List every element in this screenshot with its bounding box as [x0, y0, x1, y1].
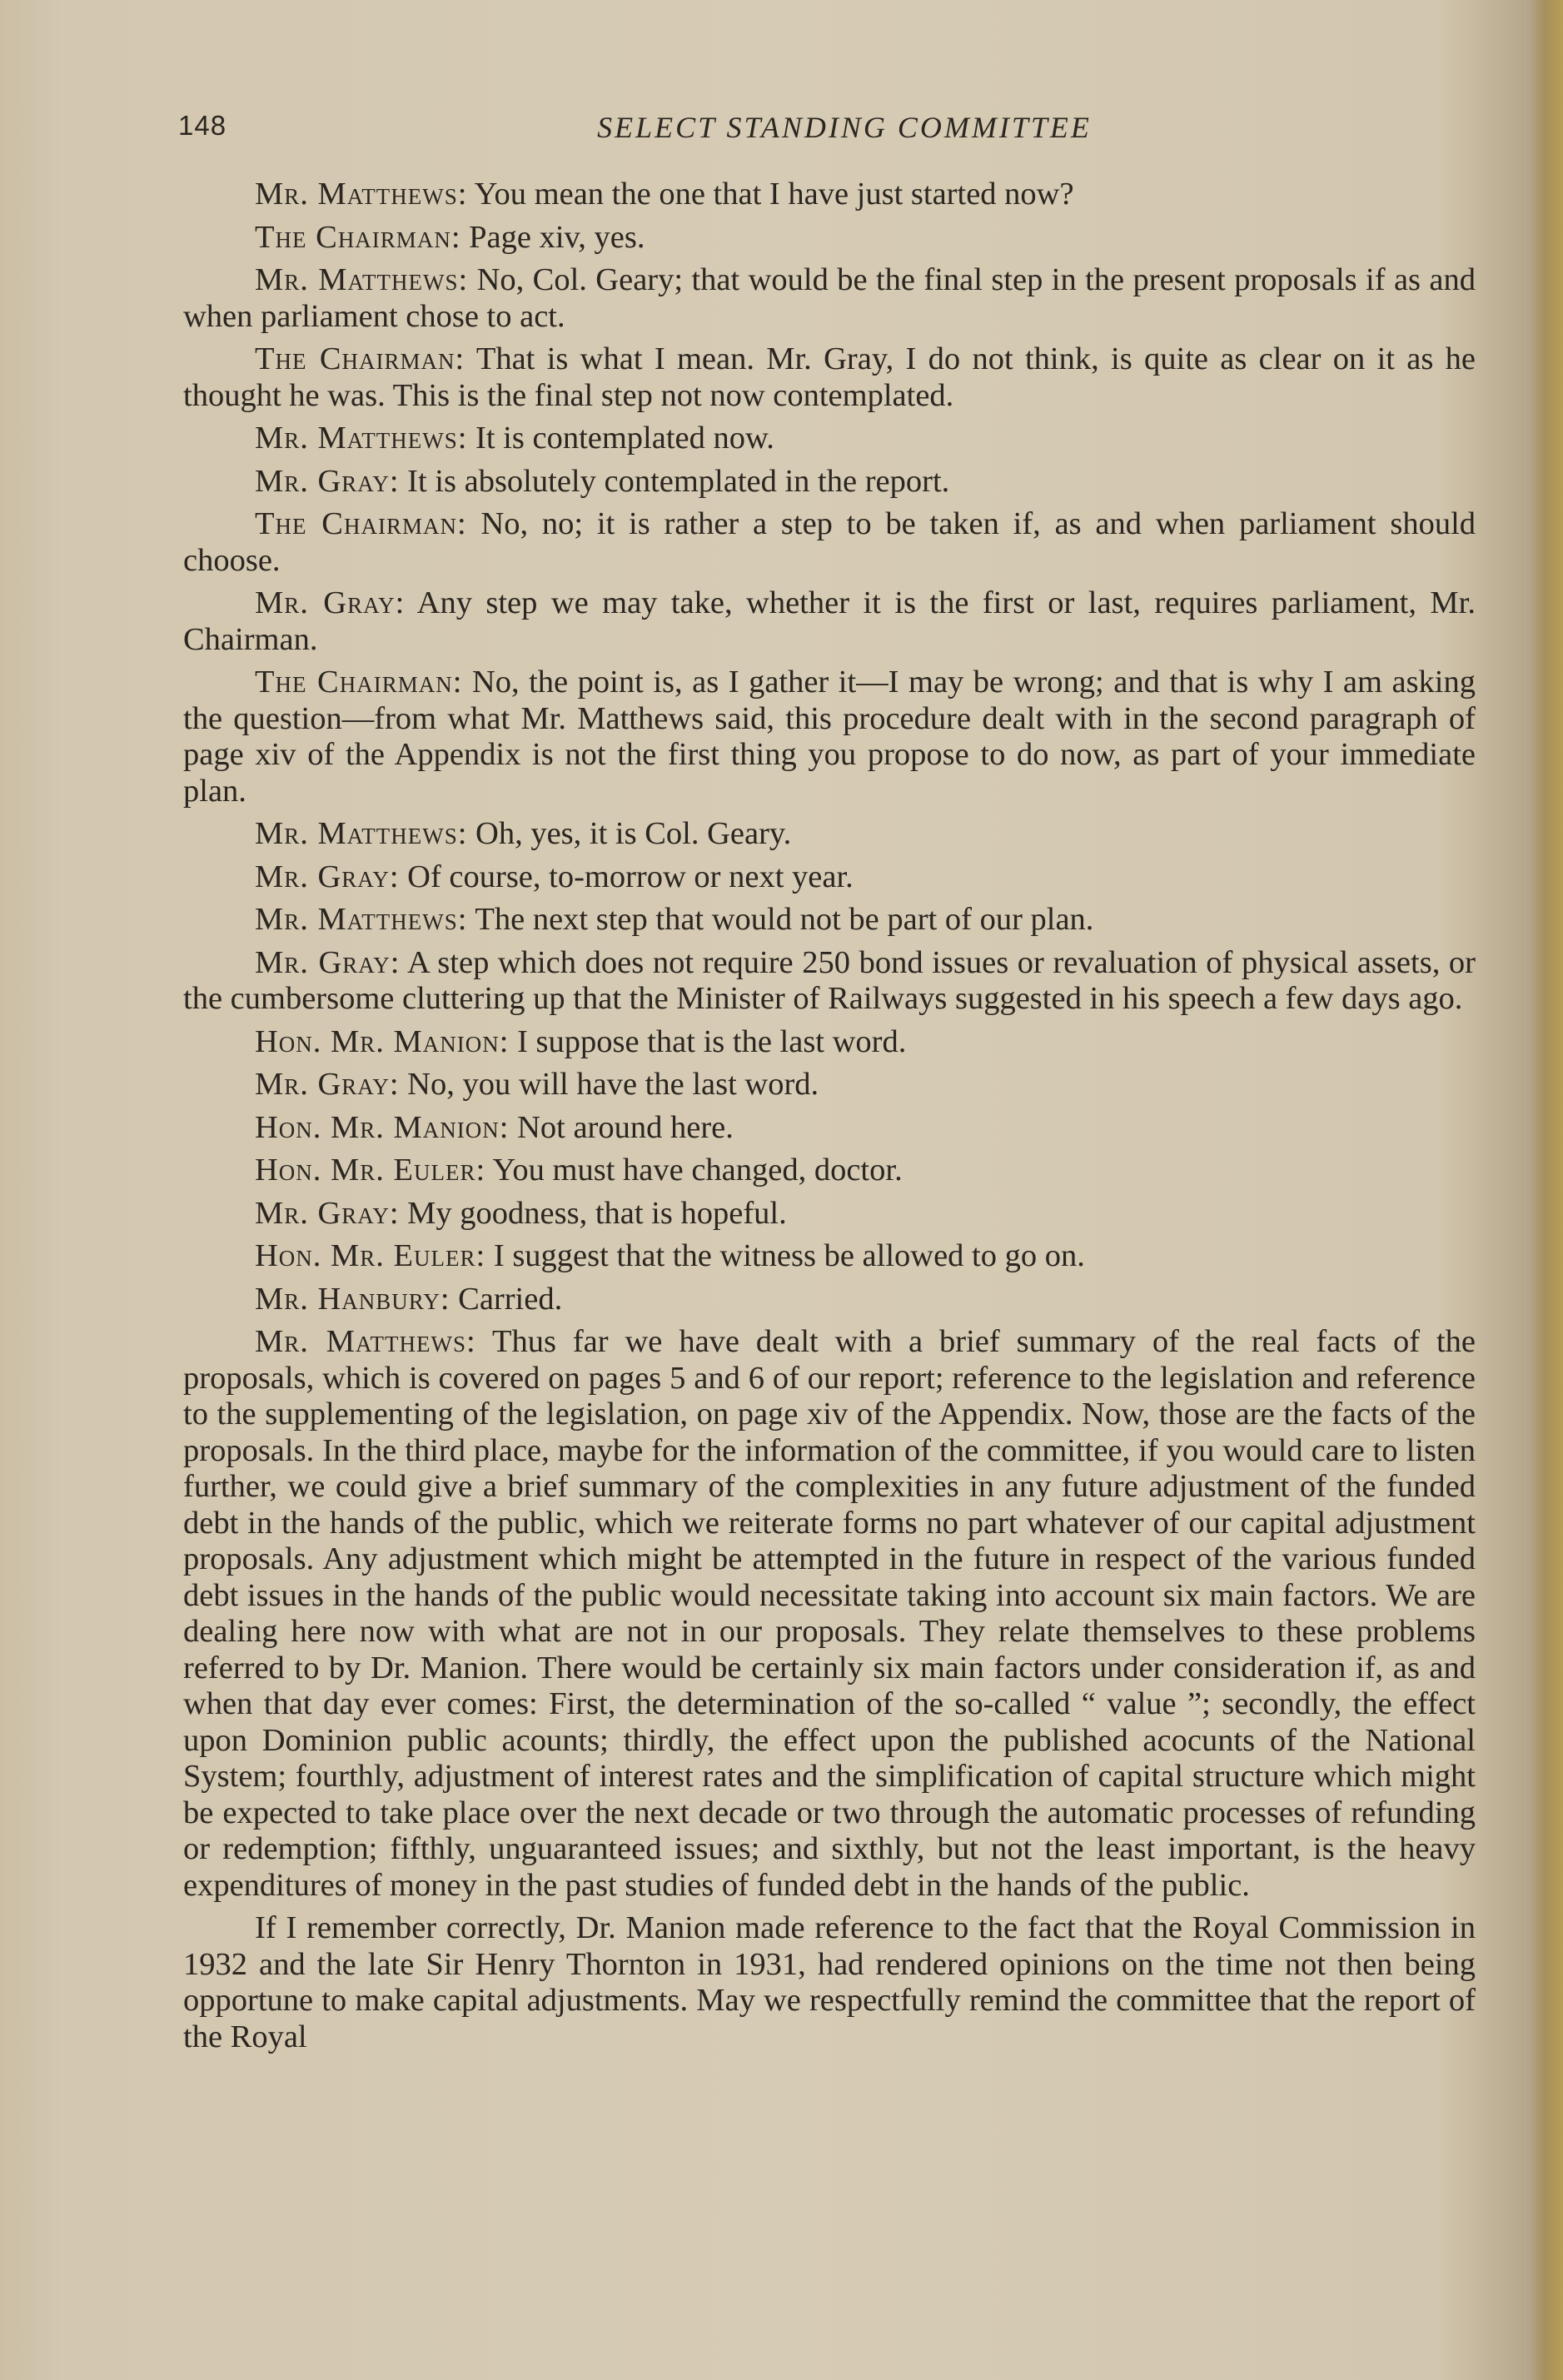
speaker-label: Hon. Mr. Euler: [255, 1153, 486, 1188]
speaker-label: Mr. Hanbury: [255, 1281, 450, 1317]
paragraph [183, 1153, 1476, 1189]
paragraph [183, 1282, 1476, 1318]
paragraph [183, 1324, 1476, 1904]
paragraph-text: Page xiv, yes. [469, 219, 645, 255]
paragraph-text: No, Col. Geary; that would be the final step in the present proposals if as and when parliament chose to act. [183, 262, 1476, 334]
speaker-label: Mr. Gray: [255, 1067, 400, 1102]
paragraph [183, 341, 1476, 414]
speaker-label: Hon. Mr. Manion: [255, 1023, 510, 1059]
paragraph-text: No, the point is, as I gather it—I may be wrong; and that is why I am asking the question—from what Mr. Matthews said, this procedure dealt with in the second paragraph of page xiv of the Appendix is not the first thing you propose to do now, as part of your immediate plan. [183, 665, 1476, 809]
paragraph [183, 1067, 1476, 1103]
paragraph-text: My goodness, that is hopeful. [407, 1195, 787, 1231]
paragraph [183, 506, 1476, 579]
speaker-label: Mr. Gray: [255, 859, 400, 894]
paragraph-text: A step which does not require 250 bond issues or revaluation of physical assets, or the cumbersome cluttering up that the Minister of Railways suggested in his speech a few days ago. [183, 944, 1476, 1016]
speaker-label: Mr. Matthews: [255, 177, 468, 212]
speaker-label: Mr. Matthews: [255, 262, 469, 297]
paragraph-text: Not around here. [517, 1109, 734, 1145]
paragraph-text: You mean the one that I have just started now? [474, 177, 1074, 212]
speaker-label: Mr. Gray: [255, 944, 401, 980]
paragraph [183, 1196, 1476, 1232]
paragraph [183, 220, 1476, 256]
paragraph [183, 816, 1476, 853]
paragraph [183, 859, 1476, 896]
paragraph-text: Any step we may take, whether it is the first or last, requires parliament, Mr. Chairman. [183, 585, 1476, 657]
paragraph-text: It is contemplated now. [475, 421, 774, 456]
speaker-label: The Chairman: [255, 665, 463, 700]
speaker-label: Mr. Matthews: [255, 816, 468, 851]
paragraph [183, 1238, 1476, 1275]
paragraph [183, 464, 1476, 500]
page-spine-edge [1530, 0, 1563, 2380]
page-number: 148 [178, 110, 227, 141]
speaker-label: Mr. Gray: [255, 1195, 400, 1231]
paragraph-text: You must have changed, doctor. [492, 1153, 903, 1188]
paragraph-text: Carried. [458, 1281, 563, 1317]
speaker-label: The Chairman: [255, 341, 465, 376]
paragraph-text: No, you will have the last word. [407, 1067, 819, 1102]
paragraph [183, 665, 1476, 809]
paragraph [183, 262, 1476, 335]
paragraph-text: Thus far we have dealt with a brief summary of the real facts of the proposals, which is covered on pages 5 and 6 of our report; reference to the legislation and reference to the supplementing of the legislation, on page xiv of the Appendix. Now, those are the facts of the proposals. In the third place, maybe for the information of the committee, if you would care to listen further, we could give a brief summary of the complexities in any future adjustment of the funded debt in the hands of the public, which we reiterate forms no part whatever of our capital adjustment proposals. Any adjustment which might be attempted in the future in respect of the various funded debt issues in the hands of the public would necessitate taking into account six main factors. We are dealing here now with what are not in our proposals. They relate themselves to these problems referred to by Dr. Manion. There would be certainly six main factors under consideration if, as and when that day ever comes: First, the determination of the so-called “ value ”; secondly, the effect upon Dominion public acounts; thirdly, the effect upon the published acocunts of the National System; fourthly, adjustment of interest rates and the simplification of capital structure which might be expected to take place over the next decade or two through the automatic processes of refunding or redemption; fifthly, unguaranteed issues; and sixthly, but not the least important, is the heavy expenditures of money in the past studies of funded debt in the hands of the public. [183, 1324, 1476, 1903]
paragraph [183, 177, 1476, 213]
speaker-label: Mr. Matthews: [255, 902, 468, 937]
paragraph [183, 1024, 1476, 1061]
paragraph-text: Of course, to-morrow or next year. [407, 859, 854, 894]
paragraph-text: If I remember correctly, Dr. Manion made reference to the fact that the Royal Commission in 1932 and the late Sir Henry Thornton in 1931, had rendered opinions on the time not then being opportune to make capital adjustments. May we respectfully remind the committee that the report of the Royal [183, 1910, 1476, 2054]
paragraph [183, 945, 1476, 1018]
paragraph [183, 1910, 1476, 2055]
speaker-label: Mr. Gray: [255, 463, 400, 499]
paragraph-text: Oh, yes, it is Col. Geary. [475, 816, 792, 851]
page-header [178, 110, 1477, 152]
speaker-label: The Chairman: [255, 219, 461, 255]
paragraph-text: I suggest that the witness be allowed to go on. [493, 1238, 1085, 1273]
speaker-label: Hon. Mr. Euler: [255, 1238, 486, 1273]
speaker-label: Mr. Gray: [255, 585, 406, 620]
running-title: SELECT STANDING COMMITTEE [597, 111, 1092, 144]
page-body [183, 177, 1476, 2062]
paragraph-text: I suppose that is the last word. [517, 1023, 907, 1059]
paragraph-text: The next step that would not be part of our plan. [475, 902, 1094, 937]
paragraph-text: That is what I mean. Mr. Gray, I do not think, is quite as clear on it as he thought he was. This is the final step not now contemplated. [183, 341, 1476, 413]
paragraph [183, 1110, 1476, 1147]
speaker-label: Mr. Matthews: [255, 1324, 476, 1359]
paragraph-text: No, no; it is rather a step to be taken if, as and when parliament should choose. [183, 506, 1476, 578]
paragraph-text: It is absolutely contemplated in the report. [407, 463, 950, 499]
speaker-label: Mr. Matthews: [255, 421, 468, 456]
paragraph [183, 902, 1476, 939]
speaker-label: The Chairman: [255, 506, 467, 541]
paragraph [183, 421, 1476, 457]
speaker-label: Hon. Mr. Manion: [255, 1109, 510, 1145]
paragraph [183, 585, 1476, 658]
